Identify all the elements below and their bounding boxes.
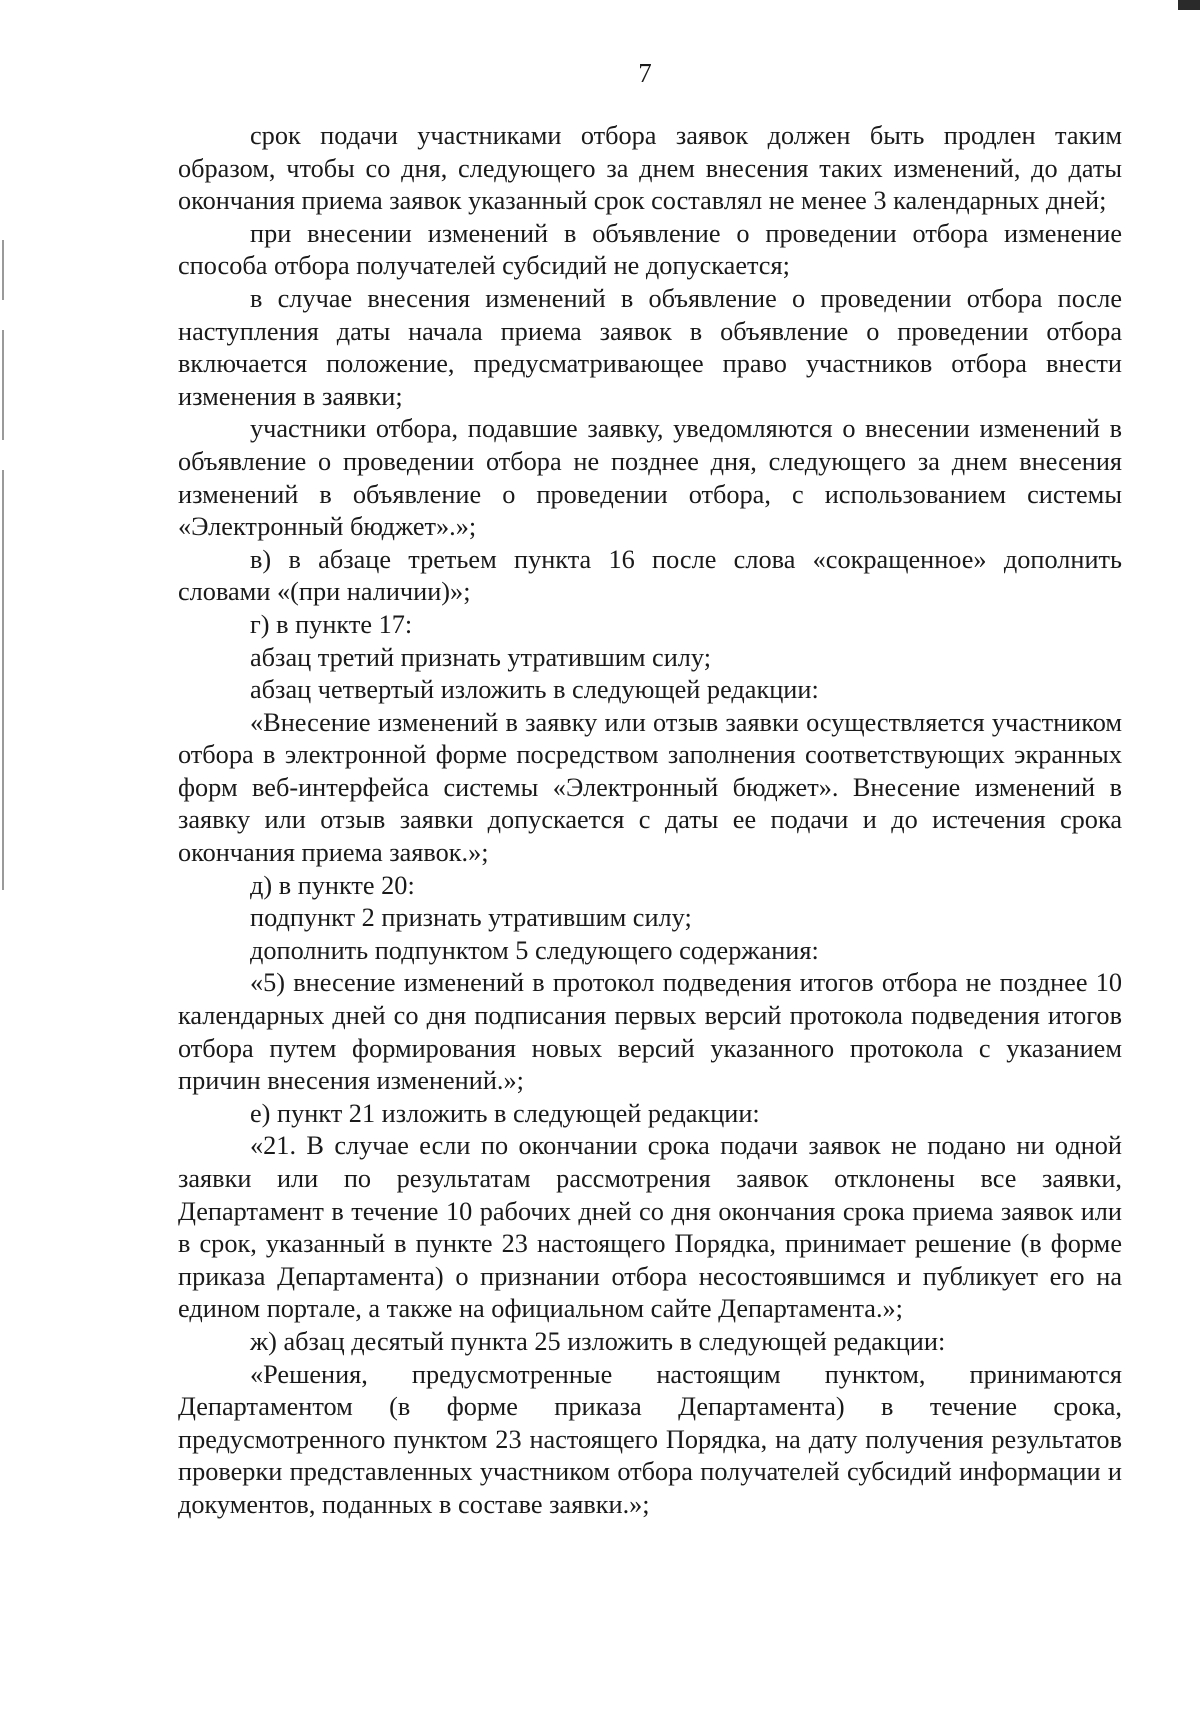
paragraph: при внесении изменений в объявление о проведении отбора изменение способа отбора получателей субсидий не допускается; [178, 218, 1122, 281]
paragraph: дополнить подпунктом 5 следующего содержания: [250, 935, 819, 965]
paragraph: абзац третий признать утратившим силу; [250, 642, 712, 672]
paragraph: е) пункт 21 изложить в следующей редакции: [250, 1098, 760, 1128]
paragraph: г) в пункте 17: [250, 609, 413, 639]
paragraph: участники отбора, подавшие заявку, уведомляются о внесении изменений в объявление о проведении отбора не позднее дня, следующего за днем внесения изменений в объявление о проведении отбора, с использованием системы «Электронный бюджет».»; [178, 414, 1122, 542]
scan-edge-artifact [2, 470, 4, 890]
paragraph: «21. В случае если по окончании срока подачи заявок не подано ни одной заявки или по результатам рассмотрения заявок отклонены все заявки, Департамент в течение 10 рабочих дней со дня окончания срока приема заявок или в срок, указанный в пункте 23 настоящего Порядка, принимает решение (в форме приказа Департамента) о признании отбора несостоявшимся и публикует его на едином портале, а также на официальном сайте Департамента.»; [178, 1131, 1122, 1324]
paragraph: срок подачи участниками отбора заявок должен быть продлен таким образом, чтобы со дня, следующего за днем внесения таких изменений, до даты окончания приема заявок указанный срок составлял не менее 3 календарных дней; [178, 121, 1122, 216]
paragraph: подпункт 2 признать утратившим силу; [250, 903, 692, 933]
paragraph: «Решения, предусмотренные настоящим пунктом, принимаются Департаментом (в форме приказа Департамента) в течение срока, предусмотренного пунктом 23 настоящего Порядка, на дату получения результатов проверки представленных участником отбора получателей субсидий информации и документов, поданных в составе заявки.»; [178, 1359, 1122, 1519]
paragraph: «5) внесение изменений в протокол подведения итогов отбора не позднее 10 календарных дней со дня подписания первых версий протокола подведения итогов отбора путем формирования новых версий указанного протокола с указанием причин внесения изменений.»; [178, 968, 1122, 1096]
scan-edge-artifact [2, 240, 4, 300]
page-number: 7 [638, 58, 652, 88]
paragraph: в) в абзаце третьем пункта 16 после слова «сокращенное» дополнить словами «(при наличии)»; [178, 544, 1122, 607]
scan-artifact-mark [1178, 0, 1200, 10]
document-body [178, 120, 1122, 1522]
scan-edge-artifact [2, 330, 4, 440]
paragraph: в случае внесения изменений в объявление о проведении отбора после наступления даты начала приема заявок в объявление о проведении отбора включается положение, предусматривающее право участников отбора внести изменения в заявки; [178, 283, 1122, 411]
paragraph: абзац четвертый изложить в следующей редакции: [250, 675, 819, 705]
paragraph: д) в пункте 20: [250, 870, 415, 900]
paragraph: «Внесение изменений в заявку или отзыв заявки осуществляется участником отбора в электронной форме посредством заполнения соответствующих экранных форм веб-интерфейса системы «Электронный бюджет». Внесение изменений в заявку или отзыв заявки допускается с даты ее подачи и до истечения срока окончания приема заявок.»; [178, 707, 1122, 868]
paragraph: ж) абзац десятый пункта 25 изложить в следующей редакции: [250, 1326, 946, 1356]
